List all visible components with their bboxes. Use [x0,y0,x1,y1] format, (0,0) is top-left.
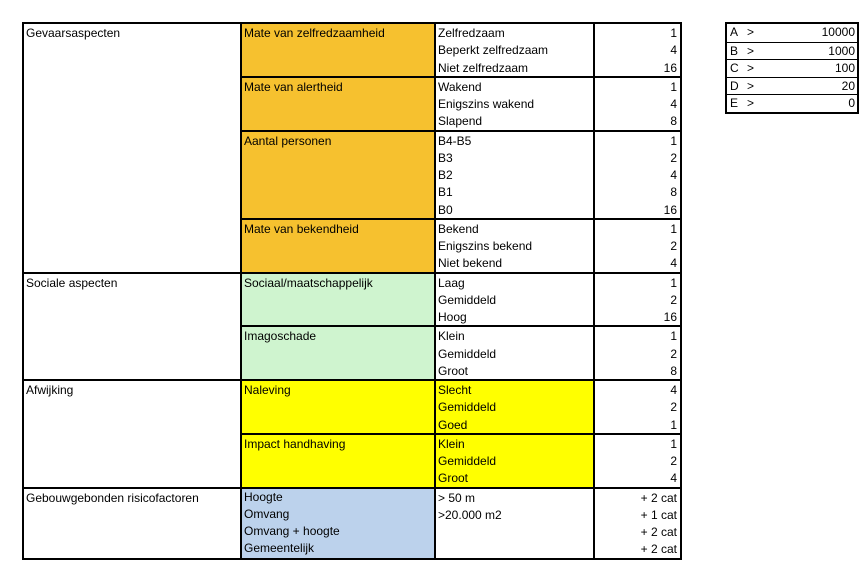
section-sociale-aspecten [24,272,680,380]
option-label: Klein [438,329,465,344]
category-row [727,59,857,77]
option-label: Wakend [438,79,482,94]
option-label: Goed [438,417,468,432]
option-value: 4 [670,97,677,111]
option-value: 16 [663,310,677,324]
factor-row [242,130,680,218]
option-label: > 50 m [438,490,476,505]
greater-than-sign: > [747,43,755,58]
factor-row [242,489,680,558]
option-value: 1 [670,436,677,451]
option-value: 1 [670,26,677,40]
option-label: Enigszins wakend [438,97,535,111]
factor-row [242,76,680,130]
option-value: 2 [670,400,677,415]
factor-row [242,381,680,433]
section-gebouwgebonden [24,487,680,558]
option-value: + 2 cat [640,525,677,539]
option-label: Gemiddeld [438,400,497,415]
greater-than-sign: > [747,61,755,76]
option-value: 2 [670,292,677,307]
category-row [727,24,857,42]
factor-row [242,274,680,326]
option-label: Zelfredzaam [438,26,505,40]
factor-label: Mate van alertheid [242,78,436,130]
option-value: 2 [670,454,677,468]
option-label: Gemiddeld [438,292,497,307]
factor-row [242,433,680,487]
category-letter: B [730,43,739,58]
category-row [727,94,857,112]
option-label: Niet bekend [438,256,503,271]
option-value: 1 [670,79,677,94]
option-label: Gemiddeld [438,346,497,361]
category-row [727,77,857,95]
greater-than-sign: > [747,25,755,39]
option-value: 16 [663,202,677,217]
section-label: Gebouwgebonden risicofactoren [24,489,242,558]
option-label: Groot [438,471,469,486]
option-value: 4 [670,471,677,486]
option-label: B1 [438,185,453,200]
section-label: Gevaarsaspecten [24,24,242,272]
option-label: Beperkt zelfredzaam [438,43,549,58]
option-value: 2 [670,239,677,253]
option-value: 4 [670,168,677,182]
risk-table [22,22,682,560]
option-label: B0 [438,202,453,217]
option-label: Gemiddeld [438,454,497,468]
section-gevaarsaspecten [24,24,680,272]
option-value: 1 [670,417,677,432]
option-label: B4-B5 [438,133,472,148]
option-label: Hoog [438,310,467,324]
factor-label: Imagoschade [242,327,436,379]
category-table [725,22,859,114]
category-row [727,42,857,60]
option-value: 8 [670,363,677,378]
factor-row [242,218,680,272]
section-label: Sociale aspecten [24,274,242,380]
factor-label: Mate van zelfredzaamheid [242,24,436,76]
option-value: 8 [670,185,677,200]
factor-line: Hoogte [244,489,283,504]
factor-row [242,24,680,76]
option-label: >20.000 m2 [438,507,502,522]
factor-label: Sociaal/maatschappelijk [242,274,436,326]
option-value: 1 [670,275,677,290]
option-label: Niet zelfredzaam [438,60,529,75]
option-value: 4 [670,383,677,397]
factor-line: Gemeentelijk [244,541,315,556]
option-value: + 2 cat [640,490,677,505]
greater-than-sign: > [747,78,755,93]
category-letter: A [730,25,739,39]
option-value: 8 [670,114,677,129]
option-label [436,540,593,557]
option-value: 4 [670,43,677,58]
section-label: Afwijking [24,381,242,487]
option-value: + 2 cat [640,542,677,557]
category-value: 10000 [821,25,855,39]
factor-label: Mate van bekendheid [242,220,436,272]
factor-label: Impact handhaving [242,435,436,487]
category-value: 20 [841,78,855,93]
option-label: Slapend [438,114,483,129]
option-label: Groot [438,363,469,378]
option-value: 2 [670,150,677,165]
category-value: 100 [834,61,855,76]
factor-label: Naleving [242,381,436,433]
option-value: 16 [663,60,677,75]
category-letter: C [730,61,739,76]
option-value: 1 [670,133,677,148]
factor-line: Omvang [244,506,290,521]
option-label [436,523,593,540]
greater-than-sign: > [747,96,755,111]
option-label: B3 [438,150,453,165]
factor-row [242,325,680,379]
category-letter: D [730,78,739,93]
option-value: 1 [670,221,677,236]
option-label: Bekend [438,221,479,236]
option-label: Laag [438,275,465,290]
option-label: B2 [438,168,453,182]
category-letter: E [730,96,739,111]
option-value: 4 [670,256,677,271]
option-label: Slecht [438,383,472,397]
option-label: Klein [438,436,465,451]
factor-line: Omvang + hoogte [244,524,340,538]
section-afwijking [24,379,680,487]
option-value: 2 [670,346,677,361]
option-label: Enigszins bekend [438,239,533,253]
option-value: + 1 cat [640,507,677,522]
category-value: 1000 [828,43,855,58]
factor-label: Aantal personen [242,132,436,218]
option-value: 1 [670,329,677,344]
category-value: 0 [848,96,855,111]
